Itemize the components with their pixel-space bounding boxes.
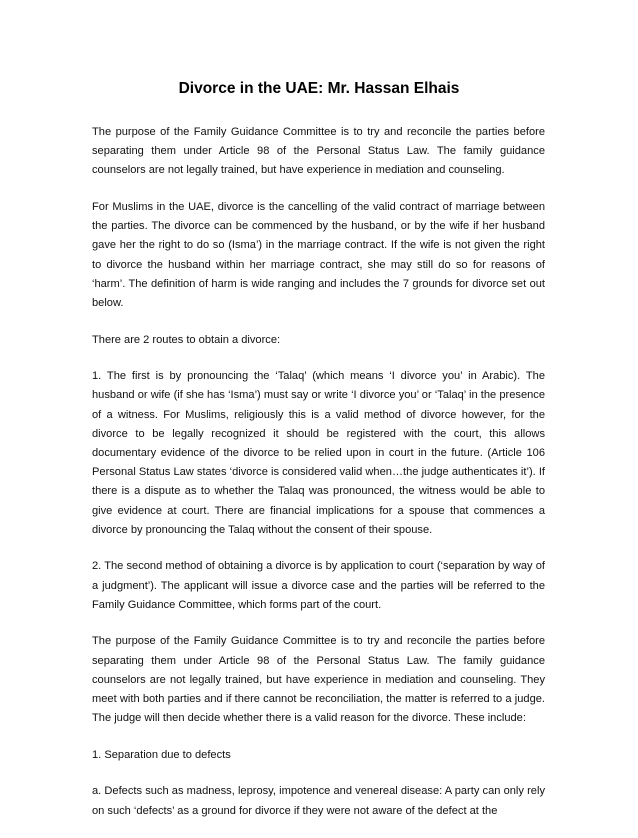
- paragraph-muslim-divorce-definition: For Muslims in the UAE, divorce is the cancelling of the valid contract of marriage between the parties. The divorce can be commenced by the husband, or by the wife if her husband gave her the right to do so (Isma’) in the marriage contract. If the wife is not given the right to divorce the husband within her marriage contract, she may still do so for reasons of ‘harm’. The definition of harm is wide ranging and includes the 7 grounds for divorce set out below.: [92, 201, 545, 310]
- paragraph-separation-defects-heading: 1. Separation due to defects: [92, 748, 231, 761]
- paragraph-route-two-court: 2. The second method of obtaining a divorce is by application to court (‘separation by way of a judgment’). The applicant will issue a divorce case and the parties will be referred to the Family Guidance Committee, which forms part of the court.: [92, 560, 545, 611]
- paragraph-route-one-talaq: 1. The first is by pronouncing the ‘Talaq’ (which means ‘I divorce you’ in Arabic). The husband or wife (if she has ‘Isma’) must say or write ‘I divorce you’ or ‘Talaq’ in the presence of a witness. For Muslims, religiously this is a valid method of divorce however, for the divorce to be legally recognized it should be registered with the court, this allows documentary evidence of the divorce to be relied upon in court in the future. (Article 106 Personal Status Law states ‘divorce is considered valid when…the judge authenticates it’). If there is a dispute as to whether the Talaq was pronounced, the witness would be able to give evidence at court. There are financial implications for a spouse that commences a divorce by pronouncing the Talaq without the consent of their spouse.: [92, 370, 545, 536]
- paragraph-defects-detail: a. Defects such as madness, leprosy, impotence and venereal disease: A party can only rely on such ‘defects’ as a ground for divorce if they were not aware of the defect at the: [92, 785, 545, 817]
- paragraph-committee-purpose-intro: The purpose of the Family Guidance Committee is to try and reconcile the parties before separating them under Article 98 of the Personal Status Law. The family guidance counselors are not legally trained, but have experience in mediation and counseling.: [92, 126, 545, 177]
- paragraph-committee-purpose-detail: The purpose of the Family Guidance Committee is to try and reconcile the parties before separating them under Article 98 of the Personal Status Law. The family guidance counselors are not legally trained, but have experience in mediation and counseling. They meet with both parties and if there cannot be reconciliation, the matter is referred to a judge. The judge will then decide whether there is a valid reason for the divorce. These include:: [92, 635, 545, 725]
- document-body: [92, 123, 545, 838]
- document-title: Divorce in the UAE: Mr. Hassan Elhais: [178, 80, 460, 97]
- paragraph-routes-intro: There are 2 routes to obtain a divorce:: [92, 333, 281, 346]
